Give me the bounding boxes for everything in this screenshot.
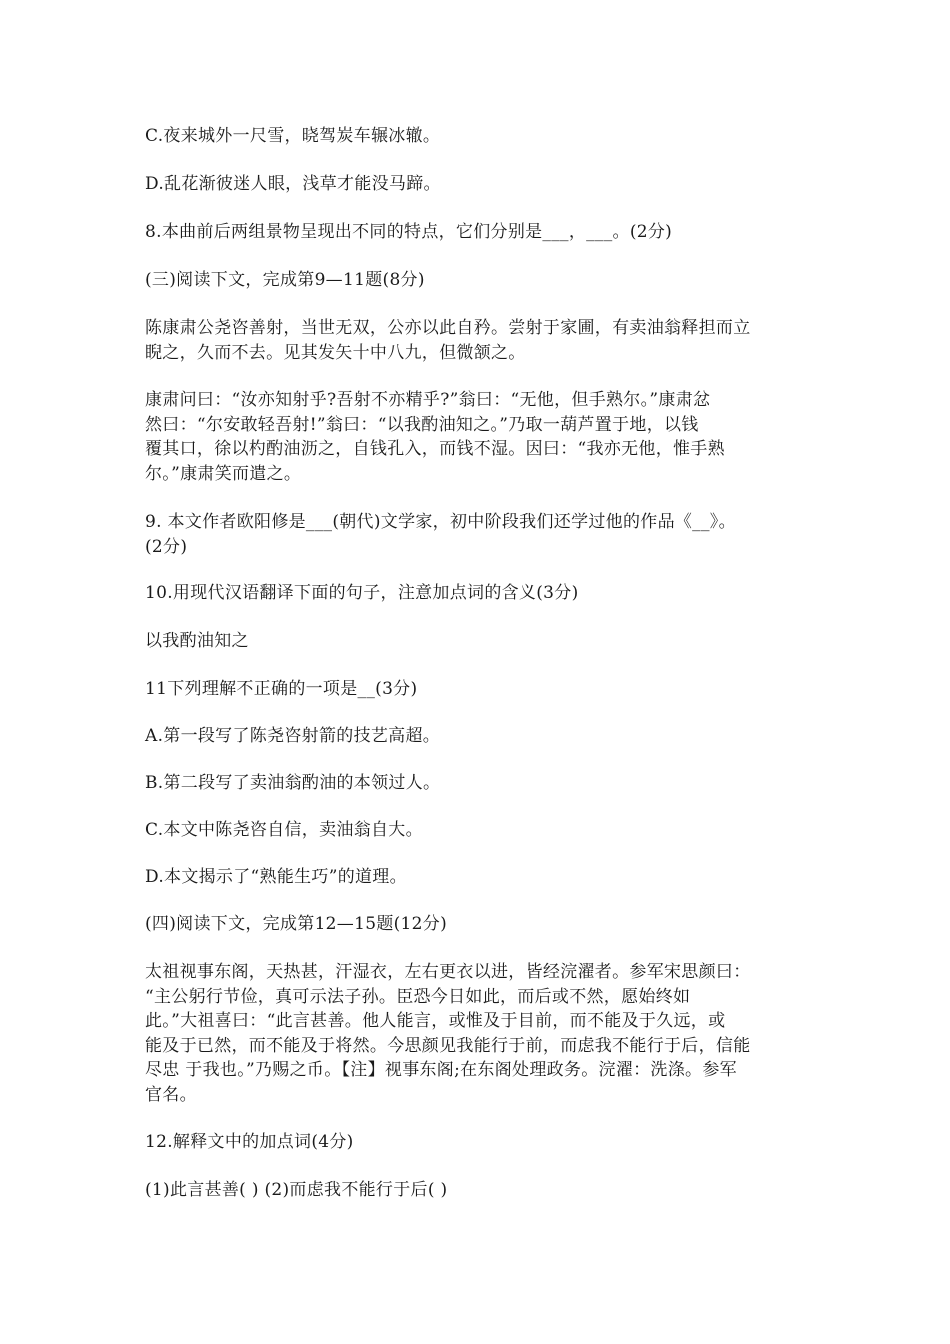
text-line: 9. 本文作者欧阳修是___(朝代)文学家，初中阶段我们还学过他的作品《__》。	[145, 512, 736, 532]
question-11	[145, 677, 825, 702]
text-line: 覆其口，徐以杓酌油沥之，自钱孔入，而钱不湿。因曰：“我亦无他，惟手熟	[145, 439, 725, 459]
text-line: 尔。”康肃笑而遣之。	[145, 463, 302, 484]
text-line: “主公躬行节俭，真可示法子孙。臣恐今日如此，而后或不然，愿始终如	[145, 986, 691, 1007]
question-11-option-a	[145, 724, 825, 749]
q7-option-c	[145, 124, 825, 149]
text-line: (三)阅读下文，完成第9—11题(8分)	[145, 270, 425, 290]
text-line: 太祖视事东阁，天热甚，汗湿衣，左右更衣以进，皆经浣濯者。参军宋思颜曰：	[145, 962, 751, 982]
text-line: 11下列理解不正确的一项是__(3分)	[145, 679, 418, 699]
question-11-option-b	[145, 771, 825, 796]
section-4-heading	[145, 912, 825, 937]
text-line: 然曰：“尔安敢轻吾射!”翁曰：“以我酌油知之。”乃取一葫芦置于地，以钱	[145, 414, 699, 435]
text-line: 尽忠 于我也。”乃赐之币。【注】视事东阁;在东阁处理政务。浣濯：洗涤。参军	[145, 1060, 737, 1080]
passage-3-paragraph-1	[145, 316, 825, 365]
text-line: 睨之，久而不去。见其发矢十中八九，但微颔之。	[145, 342, 526, 363]
text-line: 此。”大祖喜曰：“此言甚善。他人能言，或惟及于目前，而不能及于久远，或	[145, 1011, 726, 1031]
question-12-items	[145, 1178, 825, 1203]
text-line: 以我酌油知之	[145, 631, 249, 651]
question-10-sentence	[145, 629, 825, 654]
text-line: 12.解释文中的加点词(4分)	[145, 1132, 354, 1152]
text-line: D.本文揭示了“熟能生巧”的道理。	[145, 867, 407, 887]
text-line: 8.本曲前后两组景物呈现出不同的特点，它们分别是___，___。(2分)	[145, 222, 673, 242]
question-12	[145, 1130, 825, 1155]
text-line: D.乱花渐彼迷人眼，浅草才能没马蹄。	[145, 174, 441, 194]
question-8	[145, 220, 825, 245]
question-9	[145, 510, 825, 559]
text-line: (1)此言甚善( ) (2)而虑我不能行于后( )	[145, 1180, 448, 1200]
text-line: C.夜来城外一尺雪，晓驾炭车辗冰辙。	[145, 126, 441, 146]
text-line: B.第二段写了卖油翁酌油的本领过人。	[145, 773, 441, 793]
section-3-heading	[145, 268, 825, 293]
question-11-option-d	[145, 865, 825, 890]
text-line: (2分)	[145, 536, 188, 557]
text-line: (四)阅读下文，完成第12—15题(12分)	[145, 914, 448, 934]
passage-4	[145, 960, 825, 1107]
text-line: A.第一段写了陈尧咨射箭的技艺高超。	[145, 726, 441, 746]
text-line: 陈康肃公尧咨善射，当世无双，公亦以此自矜。尝射于家圃，有卖油翁释担而立	[145, 318, 751, 338]
passage-3-paragraph-2	[145, 388, 825, 486]
question-11-option-c	[145, 818, 825, 843]
question-10	[145, 581, 825, 606]
text-line: 官名。	[145, 1084, 197, 1105]
text-line: 康肃问曰：“汝亦知射乎?吾射不亦精乎?”翁曰：“无他，但手熟尔。”康肃忿	[145, 390, 711, 410]
q7-option-d	[145, 172, 825, 197]
text-line: 10.用现代汉语翻译下面的句子，注意加点词的含义(3分)	[145, 583, 579, 603]
text-line: 能及于已然，而不能及于将然。今思颜见我能行于前，而虑我不能行于后，信能	[145, 1035, 751, 1056]
text-line: C.本文中陈尧咨自信，卖油翁自大。	[145, 820, 423, 840]
